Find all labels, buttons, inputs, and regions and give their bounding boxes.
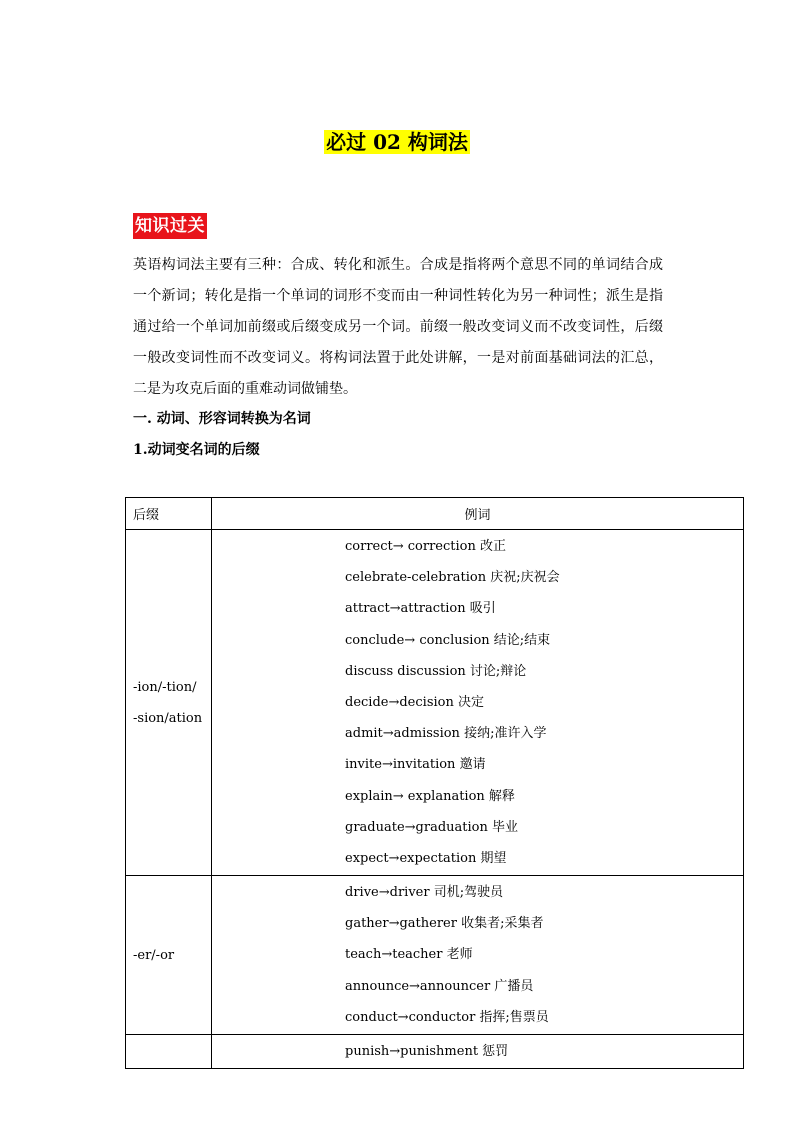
suffix-cell bbox=[126, 530, 212, 876]
example-word: explain→ explanation 解释 bbox=[345, 788, 515, 804]
header-example: 例词 bbox=[212, 498, 744, 530]
example-word: conclude→ conclusion 结论;结束 bbox=[345, 632, 551, 648]
intro-paragraph: 英语构词法主要有三种：合成、转化和派生。合成是指将两个意思不同的单词结合成一个新词；转化是指一个单词的词形不变而由一种词性转化为另一种词性；派生是指通过给一个单词加前缀或后缀变成另一个词。前缀一般改变词义而不改变词性，后缀一般改变词性而不改变词义。将构词法置于此处讲解，一是对前面基础词法的汇总，二是为攻克后面的重难动词做铺垫。 bbox=[133, 257, 663, 397]
table-row bbox=[126, 1035, 744, 1069]
example-word: admit→admission 接纳;准许入学 bbox=[345, 726, 547, 742]
page-title-text: 必过 02 构词法 bbox=[326, 130, 468, 154]
example-word: graduate→graduation 毕业 bbox=[345, 819, 518, 835]
example-word: announce→announcer 广播员 bbox=[345, 978, 534, 994]
example-word: expect→expectation 期望 bbox=[345, 850, 507, 866]
suffix-text: -sion/ation bbox=[133, 710, 203, 726]
example-word: celebrate-celebration 庆祝;庆祝会 bbox=[345, 570, 560, 586]
example-word: punish→punishment 惩罚 bbox=[345, 1044, 509, 1059]
table-row bbox=[126, 530, 744, 876]
example-cell bbox=[212, 530, 744, 876]
example-word: discuss discussion 讨论;辩论 bbox=[345, 663, 527, 679]
section-tag: 知识过关 bbox=[133, 213, 207, 239]
example-word: gather→gatherer 收集者;采集者 bbox=[345, 916, 544, 932]
suffix-text: -er/-or bbox=[133, 947, 175, 963]
suffix-cell bbox=[126, 876, 212, 1035]
example-cell bbox=[212, 1035, 744, 1069]
example-word: attract→attraction 吸引 bbox=[345, 601, 496, 617]
suffix-text: -ion/-tion/ bbox=[133, 679, 197, 695]
example-word: conduct→conductor 指挥;售票员 bbox=[345, 1009, 549, 1025]
table-row bbox=[126, 876, 744, 1035]
example-word: correct→ correction 改正 bbox=[345, 539, 506, 554]
subsection-heading: 1.动词变名词的后缀 bbox=[133, 442, 260, 458]
header-suffix: 后缀 bbox=[126, 498, 212, 530]
example-word: drive→driver 司机;驾驶员 bbox=[345, 885, 504, 901]
example-word: teach→teacher 老师 bbox=[345, 947, 473, 963]
example-word: decide→decision 决定 bbox=[345, 694, 484, 710]
suffix-cell bbox=[126, 1035, 212, 1069]
page-title bbox=[0, 128, 794, 156]
example-word: invite→invitation 邀请 bbox=[345, 757, 486, 773]
table-header-row bbox=[126, 498, 744, 530]
section-heading: 一. 动词、形容词转换为名词 bbox=[133, 411, 311, 427]
suffix-table bbox=[125, 497, 744, 1069]
example-cell bbox=[212, 876, 744, 1035]
